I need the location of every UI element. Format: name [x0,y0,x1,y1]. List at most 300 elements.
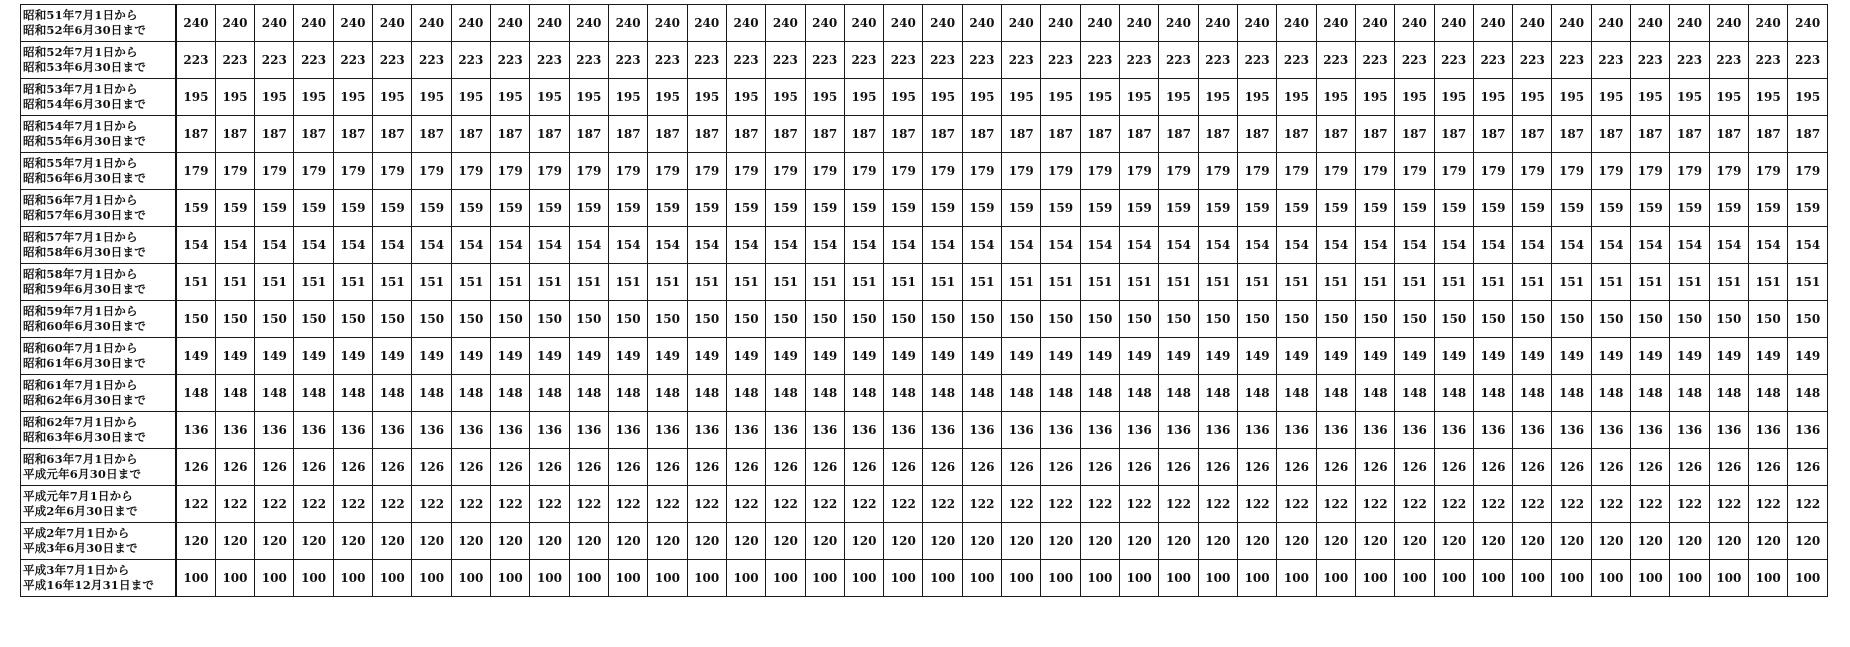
rate-cell: 148 [962,375,1001,412]
rate-cell: 240 [215,5,254,42]
rate-cell: 179 [215,153,254,190]
rate-cell: 240 [1709,5,1748,42]
rate-cell: 120 [412,523,451,560]
rate-cell: 179 [805,153,844,190]
rate-cell: 195 [255,79,294,116]
rate-cell: 179 [1080,153,1119,190]
rate-cell: 149 [687,338,726,375]
period-label-cell [21,227,177,264]
rate-cell: 154 [1709,227,1748,264]
rate-cell: 149 [844,338,883,375]
rate-cell: 240 [1355,5,1394,42]
rate-cell: 149 [1709,338,1748,375]
rate-cell: 100 [1670,560,1709,597]
rate-cell: 187 [333,116,372,153]
period-to: 平成3年6月30日まで [23,541,138,555]
rate-cell: 240 [1316,5,1355,42]
rate-cell: 240 [176,5,215,42]
rate-cell: 187 [530,116,569,153]
rate-cell: 148 [1355,375,1394,412]
rate-cell: 195 [1198,79,1237,116]
rate-cell: 159 [1395,190,1434,227]
period-from: 昭和60年7月1日から [23,341,138,355]
rate-cell: 179 [844,153,883,190]
rate-cell: 136 [1002,412,1041,449]
rate-cell: 187 [569,116,608,153]
rate-cell: 154 [1670,227,1709,264]
rate-cell: 150 [294,301,333,338]
rate-cell: 150 [1120,301,1159,338]
rate-cell: 195 [1513,79,1552,116]
rate-cell: 154 [569,227,608,264]
rate-cell: 154 [451,227,490,264]
rate-cell: 136 [1591,412,1630,449]
rate-cell: 151 [1198,264,1237,301]
rate-cell: 126 [176,449,215,486]
rate-cell: 240 [844,5,883,42]
rate-cell: 159 [176,190,215,227]
rate-cell: 100 [1631,560,1670,597]
period-label-cell [21,116,177,153]
rate-cell: 223 [1552,42,1591,79]
rate-cell: 187 [215,116,254,153]
rate-cell: 148 [1316,375,1355,412]
rate-cell: 150 [884,301,923,338]
table-row [21,116,1828,153]
table-row [21,190,1828,227]
rate-cell: 150 [255,301,294,338]
rate-cell: 149 [884,338,923,375]
rate-cell: 149 [1473,338,1512,375]
rate-cell: 159 [884,190,923,227]
rate-cell: 151 [373,264,412,301]
rate-cell: 100 [805,560,844,597]
rate-cell: 100 [1513,560,1552,597]
rate-cell: 187 [1631,116,1670,153]
rate-cell: 100 [608,560,647,597]
rate-cell: 136 [962,412,1001,449]
rate-cell: 122 [491,486,530,523]
period-from: 平成元年7月1日から [23,489,134,503]
rate-cell: 195 [844,79,883,116]
rate-cell: 187 [1434,116,1473,153]
rate-cell: 148 [491,375,530,412]
rate-cell: 154 [884,227,923,264]
rate-cell: 148 [1591,375,1630,412]
rate-cell: 120 [294,523,333,560]
rate-cell: 120 [1473,523,1512,560]
rate-cell: 122 [608,486,647,523]
rate-cell: 120 [766,523,805,560]
rate-cell: 120 [648,523,687,560]
rate-cell: 195 [176,79,215,116]
rate-cell: 150 [1355,301,1394,338]
table-row [21,523,1828,560]
period-to: 昭和56年6月30日まで [23,171,146,185]
rate-cell: 179 [1631,153,1670,190]
rate-cell: 195 [648,79,687,116]
rate-cell: 154 [1749,227,1788,264]
rate-cell: 159 [1277,190,1316,227]
rate-cell: 240 [255,5,294,42]
rate-cell: 159 [569,190,608,227]
rate-cell: 154 [1591,227,1630,264]
rate-cell: 148 [1709,375,1748,412]
period-to: 昭和61年6月30日まで [23,356,146,370]
rate-cell: 195 [1237,79,1276,116]
rate-cell: 100 [373,560,412,597]
rate-cell: 122 [1788,486,1828,523]
rate-cell: 148 [766,375,805,412]
rate-cell: 149 [1434,338,1473,375]
rate-cell: 126 [687,449,726,486]
period-to: 昭和59年6月30日まで [23,282,146,296]
rate-cell: 187 [1591,116,1630,153]
rate-cell: 149 [1237,338,1276,375]
rate-cell: 179 [176,153,215,190]
rate-cell: 159 [1552,190,1591,227]
rate-cell: 148 [805,375,844,412]
period-to: 昭和57年6月30日まで [23,208,146,222]
rate-table [20,4,1828,597]
rate-cell: 126 [805,449,844,486]
rate-cell: 154 [530,227,569,264]
rate-cell: 148 [1552,375,1591,412]
rate-cell: 240 [373,5,412,42]
rate-cell: 122 [1513,486,1552,523]
rate-cell: 154 [491,227,530,264]
rate-cell: 187 [1473,116,1512,153]
rate-cell: 179 [962,153,1001,190]
rate-cell: 120 [569,523,608,560]
rate-cell: 195 [1591,79,1630,116]
rate-cell: 148 [1120,375,1159,412]
rate-cell: 148 [884,375,923,412]
rate-cell: 100 [215,560,254,597]
rate-cell: 151 [1041,264,1080,301]
rate-cell: 148 [1434,375,1473,412]
rate-cell: 223 [1237,42,1276,79]
rate-cell: 149 [1631,338,1670,375]
rate-cell: 223 [373,42,412,79]
rate-cell: 223 [412,42,451,79]
table-row [21,338,1828,375]
rate-cell: 151 [1749,264,1788,301]
rate-cell: 151 [726,264,765,301]
rate-cell: 122 [844,486,883,523]
rate-cell: 136 [608,412,647,449]
period-label-cell [21,79,177,116]
rate-cell: 223 [648,42,687,79]
rate-cell: 148 [1631,375,1670,412]
rate-cell: 120 [1552,523,1591,560]
rate-cell: 122 [1670,486,1709,523]
rate-cell: 100 [844,560,883,597]
rate-cell: 159 [491,190,530,227]
rate-cell: 151 [1237,264,1276,301]
rate-cell: 187 [294,116,333,153]
period-to: 昭和53年6月30日まで [23,60,146,74]
rate-cell: 195 [1355,79,1394,116]
rate-cell: 120 [687,523,726,560]
rate-cell: 223 [1277,42,1316,79]
rate-cell: 120 [255,523,294,560]
rate-cell: 100 [255,560,294,597]
rate-cell: 179 [491,153,530,190]
rate-cell: 149 [1788,338,1828,375]
rate-cell: 149 [1513,338,1552,375]
rate-cell: 179 [1198,153,1237,190]
rate-cell: 149 [1041,338,1080,375]
rate-cell: 240 [1041,5,1080,42]
rate-cell: 195 [530,79,569,116]
rate-cell: 195 [1316,79,1355,116]
rate-cell: 122 [412,486,451,523]
table-row [21,486,1828,523]
rate-cell: 136 [215,412,254,449]
rate-cell: 179 [1749,153,1788,190]
rate-cell: 187 [1395,116,1434,153]
rate-cell: 223 [255,42,294,79]
rate-cell: 122 [884,486,923,523]
rate-cell: 159 [294,190,333,227]
rate-cell: 149 [569,338,608,375]
rate-cell: 136 [255,412,294,449]
rate-cell: 150 [962,301,1001,338]
rate-cell: 154 [844,227,883,264]
rate-cell: 187 [1277,116,1316,153]
rate-cell: 187 [608,116,647,153]
rate-cell: 148 [176,375,215,412]
rate-cell: 136 [373,412,412,449]
rate-cell: 223 [844,42,883,79]
rate-cell: 240 [766,5,805,42]
table-row [21,560,1828,597]
rate-cell: 126 [1513,449,1552,486]
rate-cell: 159 [373,190,412,227]
rate-cell: 151 [1159,264,1198,301]
rate-cell: 136 [923,412,962,449]
rate-cell: 159 [1120,190,1159,227]
rate-cell: 195 [215,79,254,116]
rate-cell: 100 [569,560,608,597]
rate-cell: 126 [1434,449,1473,486]
rate-cell: 150 [1788,301,1828,338]
rate-cell: 195 [491,79,530,116]
rate-cell: 136 [1552,412,1591,449]
rate-cell: 223 [569,42,608,79]
rate-cell: 154 [1080,227,1119,264]
rate-cell: 126 [962,449,1001,486]
rate-cell: 223 [1198,42,1237,79]
rate-cell: 159 [1355,190,1394,227]
rate-cell: 100 [1552,560,1591,597]
rate-cell: 100 [176,560,215,597]
rate-cell: 179 [530,153,569,190]
rate-cell: 126 [844,449,883,486]
rate-cell: 136 [1513,412,1552,449]
period-label-cell [21,42,177,79]
rate-cell: 195 [451,79,490,116]
rate-cell: 100 [1120,560,1159,597]
rate-cell: 126 [1631,449,1670,486]
rate-cell: 240 [1237,5,1276,42]
period-from: 昭和53年7月1日から [23,82,138,96]
rate-cell: 150 [451,301,490,338]
rate-cell: 122 [1120,486,1159,523]
rate-cell: 187 [962,116,1001,153]
rate-cell: 126 [608,449,647,486]
rate-cell: 151 [1788,264,1828,301]
rate-cell: 148 [1788,375,1828,412]
rate-cell: 159 [215,190,254,227]
rate-cell: 154 [1159,227,1198,264]
rate-cell: 136 [884,412,923,449]
rate-cell: 195 [766,79,805,116]
rate-cell: 149 [766,338,805,375]
rate-cell: 159 [1080,190,1119,227]
rate-cell: 149 [1080,338,1119,375]
rate-cell: 149 [805,338,844,375]
rate-cell: 149 [412,338,451,375]
rate-cell: 159 [333,190,372,227]
rate-cell: 150 [1434,301,1473,338]
rate-cell: 240 [1395,5,1434,42]
rate-cell: 154 [1552,227,1591,264]
rate-cell: 149 [726,338,765,375]
rate-cell: 150 [530,301,569,338]
rate-cell: 159 [1237,190,1276,227]
rate-cell: 187 [1709,116,1748,153]
rate-cell: 149 [451,338,490,375]
rate-cell: 179 [294,153,333,190]
rate-cell: 179 [451,153,490,190]
rate-cell: 195 [1395,79,1434,116]
rate-cell: 240 [1473,5,1512,42]
rate-cell: 126 [373,449,412,486]
rate-cell: 195 [412,79,451,116]
rate-cell: 240 [1591,5,1630,42]
rate-cell: 136 [844,412,883,449]
rate-cell: 154 [294,227,333,264]
rate-cell: 136 [1120,412,1159,449]
rate-cell: 120 [1670,523,1709,560]
rate-cell: 150 [687,301,726,338]
rate-cell: 154 [648,227,687,264]
rate-cell: 120 [1002,523,1041,560]
rate-cell: 179 [687,153,726,190]
rate-cell: 154 [1041,227,1080,264]
rate-cell: 120 [1749,523,1788,560]
rate-cell: 195 [1631,79,1670,116]
rate-cell: 159 [1198,190,1237,227]
rate-cell: 149 [294,338,333,375]
rate-cell: 151 [333,264,372,301]
rate-cell: 100 [412,560,451,597]
rate-cell: 223 [884,42,923,79]
rate-cell: 151 [1395,264,1434,301]
rate-cell: 240 [1788,5,1828,42]
period-to: 平成16年12月31日まで [23,578,155,592]
rate-cell: 223 [687,42,726,79]
rate-cell: 149 [1395,338,1434,375]
rate-cell: 179 [766,153,805,190]
rate-cell: 150 [1552,301,1591,338]
rate-cell: 179 [1120,153,1159,190]
rate-cell: 223 [1434,42,1473,79]
rate-cell: 126 [1080,449,1119,486]
rate-cell: 154 [215,227,254,264]
rate-cell: 122 [530,486,569,523]
rate-cell: 195 [726,79,765,116]
rate-cell: 150 [1002,301,1041,338]
rate-cell: 148 [333,375,372,412]
rate-cell: 159 [1002,190,1041,227]
rate-cell: 151 [1434,264,1473,301]
rate-cell: 159 [1473,190,1512,227]
rate-cell: 136 [1355,412,1394,449]
rate-cell: 151 [1277,264,1316,301]
rate-cell: 148 [373,375,412,412]
rate-cell: 126 [1041,449,1080,486]
rate-cell: 159 [923,190,962,227]
rate-cell: 149 [648,338,687,375]
rate-cell: 100 [1788,560,1828,597]
rate-cell: 151 [648,264,687,301]
rate-cell: 122 [1159,486,1198,523]
rate-cell: 126 [215,449,254,486]
period-from: 昭和54年7月1日から [23,119,138,133]
rate-cell: 122 [1041,486,1080,523]
rate-cell: 195 [1277,79,1316,116]
rate-cell: 187 [1552,116,1591,153]
period-label-cell [21,486,177,523]
rate-cell: 151 [962,264,1001,301]
rate-cell: 223 [608,42,647,79]
rate-cell: 126 [766,449,805,486]
rate-cell: 149 [530,338,569,375]
rate-cell: 150 [1513,301,1552,338]
rate-cell: 150 [923,301,962,338]
rate-cell: 223 [1395,42,1434,79]
table-row [21,375,1828,412]
rate-cell: 126 [1670,449,1709,486]
rate-cell: 151 [1002,264,1041,301]
rate-cell: 122 [923,486,962,523]
rate-cell: 179 [648,153,687,190]
rate-cell: 187 [923,116,962,153]
rate-cell: 150 [333,301,372,338]
rate-cell: 195 [294,79,333,116]
rate-cell: 240 [608,5,647,42]
rate-cell: 148 [1159,375,1198,412]
rate-cell: 100 [1709,560,1748,597]
rate-cell: 240 [1277,5,1316,42]
rate-cell: 187 [451,116,490,153]
rate-cell: 179 [255,153,294,190]
rate-cell: 223 [1316,42,1355,79]
rate-cell: 150 [1709,301,1748,338]
rate-cell: 154 [333,227,372,264]
rate-cell: 187 [1198,116,1237,153]
rate-cell: 136 [1434,412,1473,449]
rate-cell: 240 [1198,5,1237,42]
rate-cell: 154 [1473,227,1512,264]
rate-cell: 122 [215,486,254,523]
rate-cell: 240 [1670,5,1709,42]
rate-cell: 120 [608,523,647,560]
rate-cell: 179 [1277,153,1316,190]
